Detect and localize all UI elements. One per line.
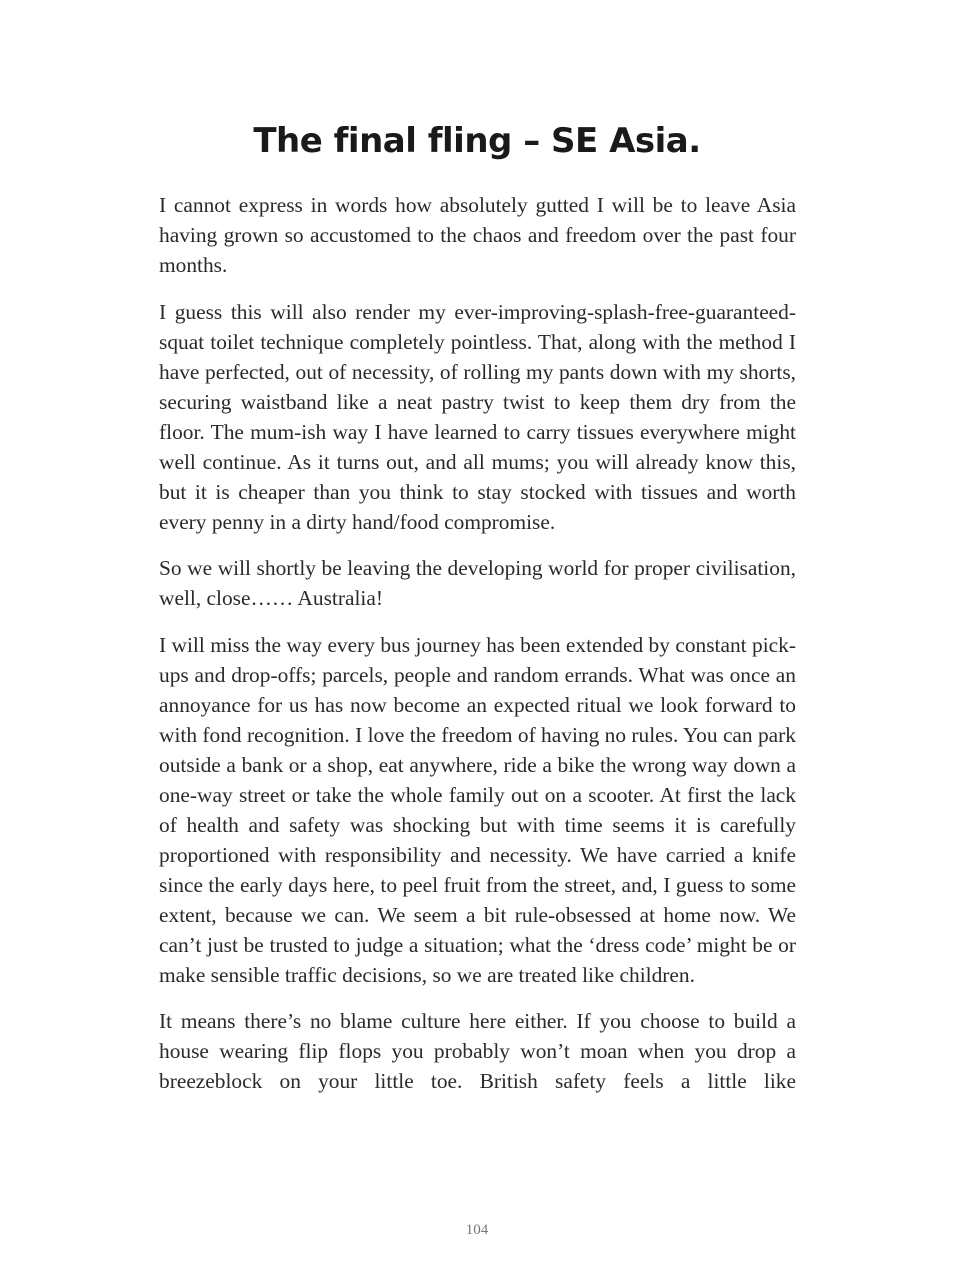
paragraph: It means there’s no blame culture here either. If you choose to build a house wearing flip flops you probably won’t moan when you drop a breezeblock on your little toe. British safety feels a little like — [159, 1009, 796, 1093]
paragraph: I guess this will also render my ever-improving-splash-free-guaranteed- squat toilet technique completely pointless. That, along with the method I have perfected, out of necessity, of rolling my pants down with my shorts, securing waistband like a neat pastry twist to keep them dry from the floor. The mum-ish way I have learned to carry tissues everywhere might well continue. As it turns out, and all mums; you will already know this, but it is cheaper than you think to stay stocked with tissues and worth every penny in a dirty hand/food compromise. — [159, 299, 796, 534]
paragraph: So we will shortly be leaving the developing world for proper civilisation, well, close…… Australia! — [159, 556, 796, 610]
chapter-body — [159, 190, 796, 1113]
paragraph: I will miss the way every bus journey has been extended by constant pick-ups and drop-offs; parcels, people and random errands. What was once an annoyance for us has now become an expected ritual we look forward to with fond recognition. I love the freedom of having no rules. You can park outside a bank or a shop, eat anywhere, ride a bike the wrong way down a one-way street or take the whole family out on a scooter. At first the lack of health and safety was shocking but with time seems it is carefully proportioned with responsibility and necessity. We have carried a knife since the early days here, to peel fruit from the street, and, I guess to some extent, because we can. We seem a bit rule-obsessed at home now. We can’t just be trusted to judge a situation; what the ‘dress code’ might be or make sensible traffic decisions, so we are treated like children. — [159, 632, 796, 987]
paragraph: I cannot express in words how absolutely gutted I will be to leave Asia having grown so accustomed to the chaos and freedom over the past four months. — [159, 193, 796, 277]
page-number: 104 — [465, 1222, 489, 1238]
chapter-title: The final fling – SE Asia. — [253, 121, 701, 161]
